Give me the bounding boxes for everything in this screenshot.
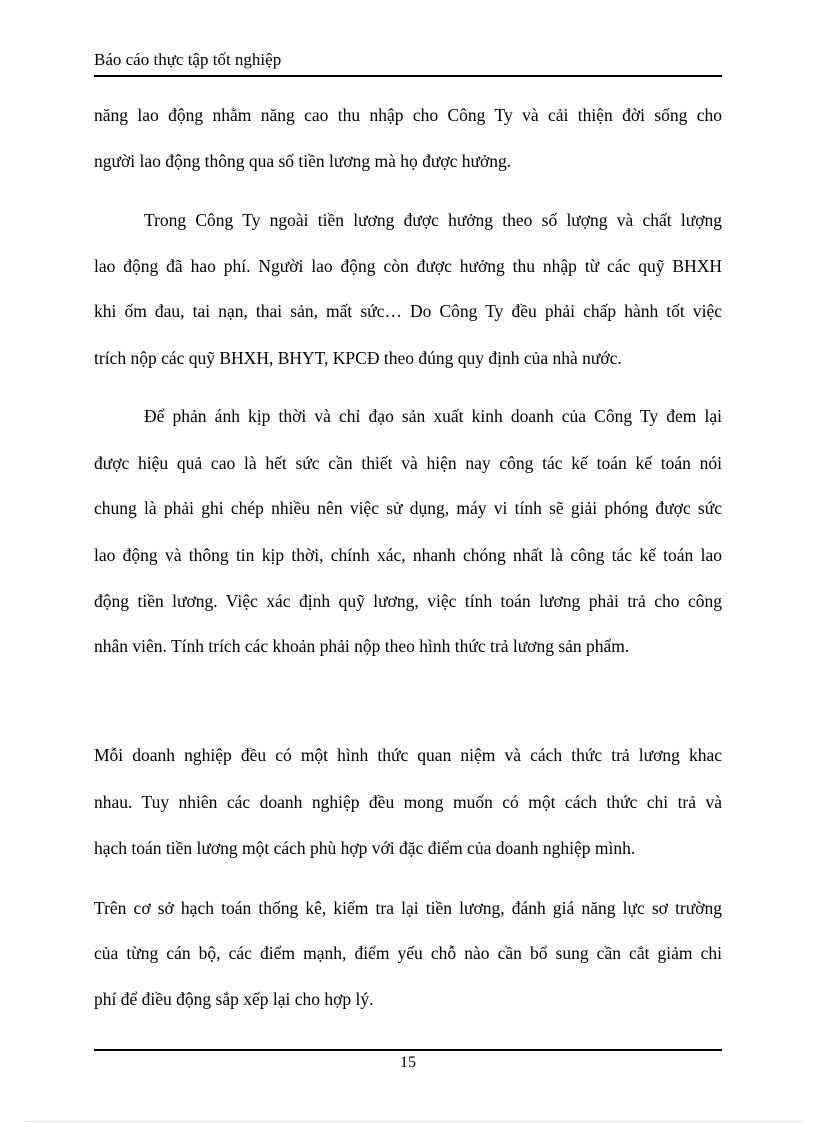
body-line: lao động và thông tin kịp thời, chính xác, nhanh chóng nhất là công tác kế toán lao — [94, 545, 722, 565]
body-line: trích nộp các quỹ BHXH, BHYT, KPCĐ theo đúng quy định của nhà nước. — [94, 348, 622, 368]
body-line: nhau. Tuy nhiên các doanh nghiệp đều mong muốn có một cách thức chi trả và — [94, 792, 722, 812]
header-rule — [94, 75, 722, 77]
body-line: Trên cơ sở hạch toán thống kê, kiểm tra lại tiền lương, đánh giá năng lực sơ trường — [94, 898, 722, 918]
body-line: của từng cán bộ, các điểm mạnh, điểm yếu chỗ nào cần bổ sung cần cắt giảm chi — [94, 943, 722, 963]
footer-rule — [94, 1049, 722, 1051]
body-line: hạch toán tiền lương một cách phù hợp với đặc điểm của doanh nghiệp mình. — [94, 838, 636, 858]
body-line: lao động đã hao phí. Người lao động còn được hưởng thu nhập từ các quỹ BHXH — [94, 256, 722, 276]
page-header-title: Báo cáo thực tập tốt nghiệp — [94, 50, 282, 69]
page-number: 15 — [400, 1054, 416, 1071]
body-line: chung là phải ghi chép nhiều nên việc sử dụng, máy vi tính sẽ giải phóng được sức — [94, 498, 722, 518]
body-line: phí để điều động sắp xếp lại cho hợp lý. — [94, 989, 374, 1009]
body-line: được hiệu quả cao là hết sức cần thiết và hiện nay công tác kế toán kế toán nói — [94, 453, 722, 473]
body-line: người lao động thông qua số tiền lương mà họ được hưởng. — [94, 151, 512, 171]
body-line: nhân viên. Tính trích các khoản phải nộp theo hình thức trả lương sản phẩm. — [94, 636, 630, 656]
page-edge — [24, 1121, 804, 1122]
body-line: Trong Công Ty ngoài tiền lương được hưởng theo số lượng và chất lượng — [144, 210, 722, 230]
body-line: động tiền lương. Việc xác định quỹ lương, việc tính toán lương phải trả cho công — [94, 591, 722, 611]
body-line: Mỗi doanh nghiệp đều có một hình thức quan niệm và cách thức trả lương khac — [94, 745, 722, 765]
body-line: năng lao động nhằm năng cao thu nhập cho Công Ty và cải thiện đời sống cho — [94, 105, 722, 125]
body-line: khi ốm đau, tai nạn, thai sản, mất sức… Do Công Ty đều phải chấp hành tốt việc — [94, 301, 722, 321]
body-line: Để phản ánh kịp thời và chỉ đạo sản xuất kinh doanh của Công Ty đem lại — [144, 406, 722, 426]
